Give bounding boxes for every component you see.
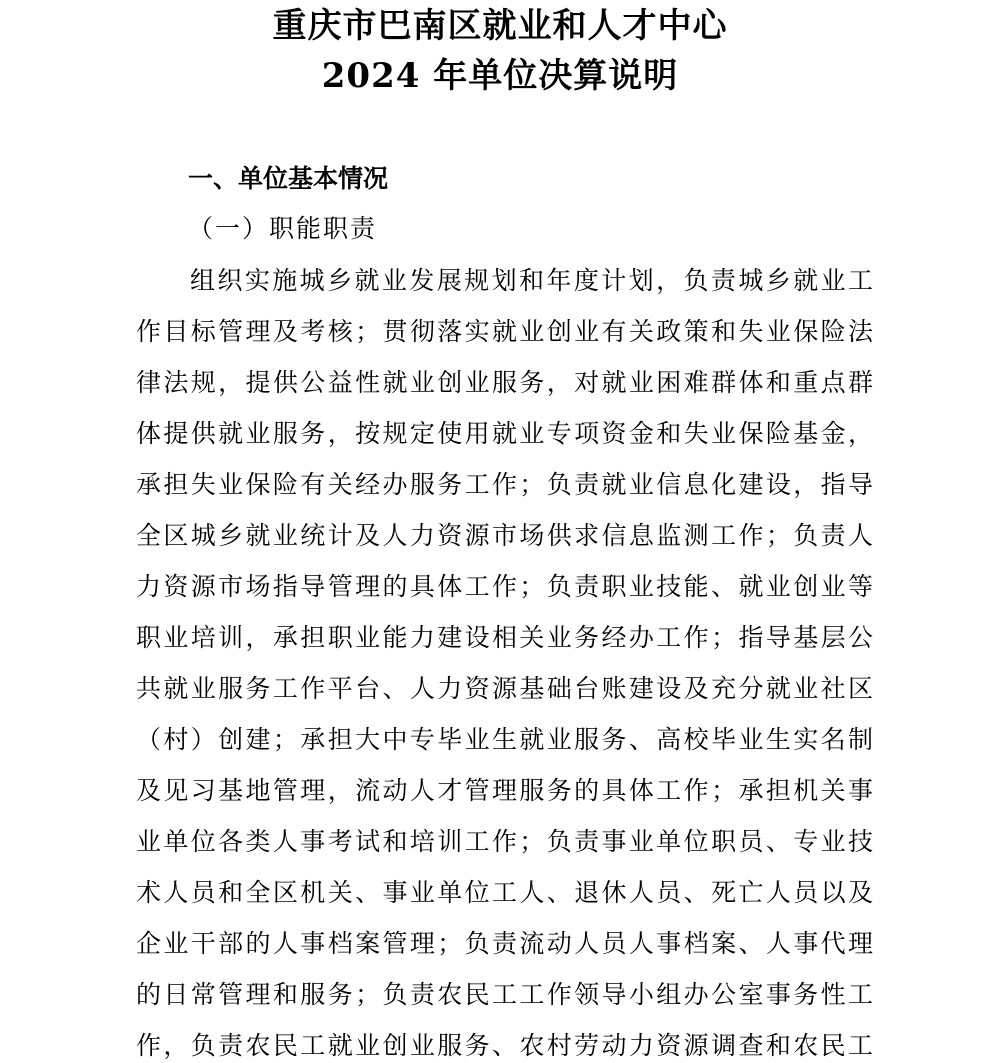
subsection-heading: （一）职能职责 — [188, 214, 378, 243]
paragraph-line: 组织实施城乡就业发展规划和年度计划，负责城乡就业工 — [190, 266, 873, 295]
paragraph-line: 体提供就业服务，按规定使用就业专项资金和失业保险基金， — [136, 419, 873, 448]
document-title-line-2: 2024 年单位决算说明 — [321, 56, 679, 96]
paragraph-line: 作，负责农民工就业创业服务、农村劳动力资源调查和农民工 — [136, 1031, 873, 1060]
paragraph-line: 及见习基地管理，流动人才管理服务的具体工作；承担机关事 — [136, 776, 873, 805]
section-heading: 一、单位基本情况 — [188, 164, 389, 193]
paragraph-line: （村）创建；承担大中专毕业生就业服务、高校毕业生实名制 — [136, 725, 873, 754]
paragraph-line: 共就业服务工作平台、人力资源基础台账建设及充分就业社区 — [136, 674, 873, 703]
document-title-line-1: 重庆市巴南区就业和人才中心 — [272, 6, 728, 46]
paragraph-line: 律法规，提供公益性就业创业服务，对就业困难群体和重点群 — [136, 368, 873, 397]
paragraph-line: 作目标管理及考核；贯彻落实就业创业有关政策和失业保险法 — [136, 317, 873, 346]
paragraph-line: 全区城乡就业统计及人力资源市场供求信息监测工作；负责人 — [136, 521, 873, 550]
paragraph-line: 的日常管理和服务；负责农民工工作领导小组办公室事务性工 — [136, 980, 873, 1009]
paragraph-line: 职业培训，承担职业能力建设相关业务经办工作；指导基层公 — [136, 623, 873, 652]
paragraph-line: 术人员和全区机关、事业单位工人、退休人员、死亡人员以及 — [136, 878, 873, 907]
paragraph-line: 业单位各类人事考试和培训工作；负责事业单位职员、专业技 — [136, 827, 873, 856]
paragraph-line: 承担失业保险有关经办服务工作；负责就业信息化建设，指导 — [136, 470, 873, 499]
paragraph-line: 企业干部的人事档案管理；负责流动人员人事档案、人事代理 — [136, 929, 873, 958]
paragraph-line: 力资源市场指导管理的具体工作；负责职业技能、就业创业等 — [136, 572, 873, 601]
